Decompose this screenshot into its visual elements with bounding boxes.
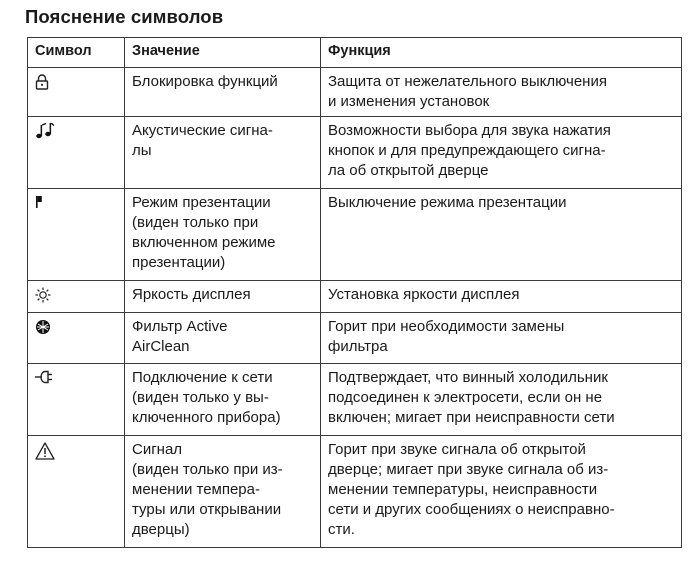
table-row: [28, 189, 682, 281]
plug-icon: [35, 370, 55, 384]
meaning-cell: Блокировка функций: [125, 68, 321, 117]
warning-triangle-icon: [35, 442, 55, 460]
function-cell: Установка яркости дисплея: [321, 281, 682, 313]
header-function: Функция: [321, 38, 682, 68]
symbol-cell: [28, 281, 125, 313]
header-meaning: Значение: [125, 38, 321, 68]
symbol-cell: [28, 189, 125, 281]
function-cell: Выключение режима презентации: [321, 189, 682, 281]
table-row: [28, 364, 682, 436]
flag-icon: [35, 195, 47, 209]
filter-icon: [35, 319, 51, 335]
page-title: Пояснение символов: [25, 6, 224, 27]
symbol-cell: [28, 68, 125, 117]
function-cell: Защита от нежелательного выключения и изменения установок: [321, 68, 682, 117]
table-row: [28, 436, 682, 548]
symbol-cell: [28, 436, 125, 548]
symbols-table: [27, 37, 682, 548]
lock-icon: [35, 74, 49, 90]
table-row: [28, 68, 682, 117]
meaning-cell: Акустические сигна- лы: [125, 117, 321, 189]
table-header-row: [28, 38, 682, 68]
symbol-cell: [28, 117, 125, 189]
function-cell: Горит при звуке сигнала об открытой дверце; мигает при звуке сигнала об из- менении температуры, неисправности сети и других сообщениях о неисправно- сти.: [321, 436, 682, 548]
function-cell: Горит при необходимости замены фильтра: [321, 313, 682, 364]
symbol-cell: [28, 364, 125, 436]
table-row: [28, 313, 682, 364]
table-row: [28, 117, 682, 189]
table-row: [28, 281, 682, 313]
meaning-cell: Фильтр Active AirClean: [125, 313, 321, 364]
meaning-cell: Сигнал (виден только при из- менении темпера- туры или открывании дверцы): [125, 436, 321, 548]
music-notes-icon: [35, 123, 55, 139]
symbol-cell: [28, 313, 125, 364]
header-symbol: Символ: [28, 38, 125, 68]
meaning-cell: Режим презентации (виден только при включенном режиме презентации): [125, 189, 321, 281]
meaning-cell: Подключение к сети (виден только у вы- ключенного прибора): [125, 364, 321, 436]
sun-brightness-icon: [35, 287, 51, 303]
function-cell: Подтверждает, что винный холодильник подсоединен к электросети, если он не включен; мигает при неисправности сети: [321, 364, 682, 436]
meaning-cell: Яркость дисплея: [125, 281, 321, 313]
function-cell: Возможности выбора для звука нажатия кнопок и для предупреждающего сигна- ла об открытой дверце: [321, 117, 682, 189]
